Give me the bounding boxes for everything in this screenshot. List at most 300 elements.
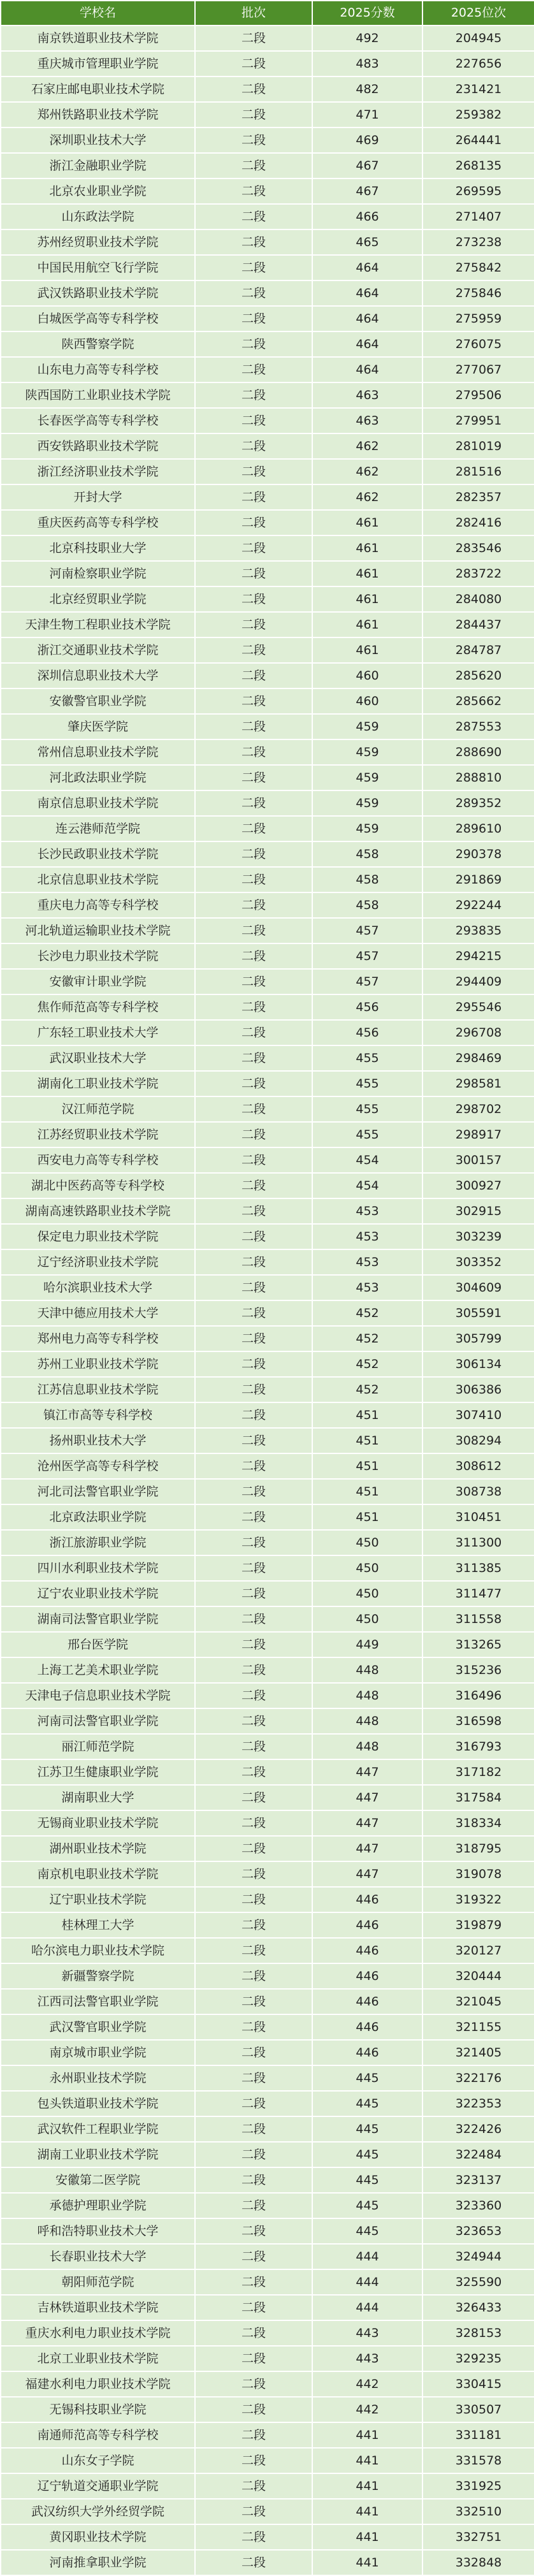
- school-name-cell: 重庆电力高等专科学校: [1, 892, 195, 918]
- table-row: [1, 1785, 534, 1810]
- table-row: [1, 1530, 534, 1555]
- school-name-cell: 苏州经贸职业技术学院: [1, 229, 195, 255]
- score-cell: 448: [312, 1734, 422, 1759]
- score-cell: 464: [312, 255, 422, 280]
- batch-cell: 二段: [195, 255, 312, 280]
- score-cell: 444: [312, 2295, 422, 2320]
- score-cell: 467: [312, 178, 422, 204]
- rank-cell: 275846: [422, 280, 534, 306]
- score-cell: 459: [312, 790, 422, 816]
- school-name-cell: 郑州电力高等专科学校: [1, 1326, 195, 1351]
- rank-cell: 264441: [422, 127, 534, 153]
- rank-cell: 283546: [422, 535, 534, 561]
- batch-cell: 二段: [195, 1734, 312, 1759]
- rank-cell: 317584: [422, 1785, 534, 1810]
- score-cell: 451: [312, 1479, 422, 1504]
- school-name-cell: 朝阳师范学院: [1, 2269, 195, 2295]
- table-row: [1, 561, 534, 586]
- batch-cell: 二段: [195, 1606, 312, 1632]
- score-cell: 442: [312, 2397, 422, 2422]
- school-name-cell: 扬州职业技术大学: [1, 1428, 195, 1453]
- table-row: [1, 204, 534, 229]
- batch-cell: 二段: [195, 1198, 312, 1224]
- score-cell: 457: [312, 918, 422, 943]
- score-cell: 453: [312, 1224, 422, 1249]
- school-name-cell: 石家庄邮电职业技术学院: [1, 76, 195, 102]
- batch-cell: 二段: [195, 765, 312, 790]
- rank-cell: 300927: [422, 1173, 534, 1198]
- table-row: [1, 510, 534, 535]
- batch-cell: 二段: [195, 1555, 312, 1581]
- school-name-cell: 安徽第二医学院: [1, 2167, 195, 2193]
- batch-cell: 二段: [195, 1479, 312, 1504]
- school-name-cell: 南京城市职业学院: [1, 2040, 195, 2065]
- rank-cell: 332510: [422, 2499, 534, 2524]
- table-row: [1, 1963, 534, 1989]
- table-row: [1, 714, 534, 739]
- rank-cell: 323360: [422, 2193, 534, 2218]
- batch-cell: 二段: [195, 510, 312, 535]
- batch-cell: 二段: [195, 1096, 312, 1122]
- school-name-cell: 开封大学: [1, 484, 195, 510]
- school-name-cell: 广东轻工职业技术大学: [1, 1020, 195, 1045]
- school-name-cell: 河南司法警官职业学院: [1, 1708, 195, 1734]
- score-cell: 455: [312, 1071, 422, 1096]
- rank-cell: 322484: [422, 2142, 534, 2167]
- rank-cell: 268135: [422, 153, 534, 178]
- school-name-cell: 肇庆医学院: [1, 714, 195, 739]
- school-name-cell: 天津中德应用技术大学: [1, 1300, 195, 1326]
- table-row: [1, 1989, 534, 2014]
- score-cell: 444: [312, 2269, 422, 2295]
- table-row: [1, 2320, 534, 2346]
- score-cell: 446: [312, 1989, 422, 2014]
- score-cell: 445: [312, 2116, 422, 2142]
- score-cell: 466: [312, 204, 422, 229]
- rank-cell: 306134: [422, 1351, 534, 1377]
- table-row: [1, 1938, 534, 1963]
- school-name-cell: 河北政法职业学院: [1, 765, 195, 790]
- score-cell: 458: [312, 867, 422, 892]
- table-row: [1, 1275, 534, 1300]
- rank-cell: 321405: [422, 2040, 534, 2065]
- rank-cell: 275842: [422, 255, 534, 280]
- rank-cell: 287553: [422, 714, 534, 739]
- school-name-cell: 黄冈职业技术学院: [1, 2524, 195, 2550]
- batch-cell: 二段: [195, 2295, 312, 2320]
- rank-cell: 323137: [422, 2167, 534, 2193]
- score-cell: 463: [312, 408, 422, 433]
- school-name-cell: 哈尔滨电力职业技术学院: [1, 1938, 195, 1963]
- school-name-cell: 四川水利职业技术学院: [1, 1555, 195, 1581]
- batch-cell: 二段: [195, 1938, 312, 1963]
- score-cell: 461: [312, 510, 422, 535]
- score-cell: 445: [312, 2142, 422, 2167]
- rank-cell: 269595: [422, 178, 534, 204]
- rank-cell: 300157: [422, 1147, 534, 1173]
- rank-cell: 273238: [422, 229, 534, 255]
- score-cell: 448: [312, 1708, 422, 1734]
- score-cell: 450: [312, 1530, 422, 1555]
- school-name-cell: 江西司法警官职业学院: [1, 1989, 195, 2014]
- table-row: [1, 178, 534, 204]
- table-row: [1, 2550, 534, 2575]
- rank-cell: 305591: [422, 1300, 534, 1326]
- batch-cell: 二段: [195, 1020, 312, 1045]
- school-name-cell: 新疆警察学院: [1, 1963, 195, 1989]
- batch-cell: 二段: [195, 1122, 312, 1147]
- batch-cell: 二段: [195, 484, 312, 510]
- rank-cell: 315236: [422, 1657, 534, 1683]
- table-row: [1, 1632, 534, 1657]
- rank-cell: 324944: [422, 2244, 534, 2269]
- table-row: [1, 943, 534, 969]
- school-name-cell: 重庆水利电力职业技术学院: [1, 2320, 195, 2346]
- rank-cell: 332751: [422, 2524, 534, 2550]
- batch-cell: 二段: [195, 2218, 312, 2244]
- batch-cell: 二段: [195, 1810, 312, 1836]
- table-row: [1, 1861, 534, 1887]
- batch-cell: 二段: [195, 1963, 312, 1989]
- table-row: [1, 918, 534, 943]
- rank-cell: 331181: [422, 2422, 534, 2448]
- rank-cell: 311385: [422, 1555, 534, 1581]
- table-row: [1, 892, 534, 918]
- batch-cell: 二段: [195, 382, 312, 408]
- school-name-cell: 哈尔滨职业技术大学: [1, 1275, 195, 1300]
- score-cell: 462: [312, 484, 422, 510]
- table-row: [1, 1453, 534, 1479]
- table-row: [1, 51, 534, 76]
- school-name-cell: 天津生物工程职业技术学院: [1, 612, 195, 637]
- table-row: [1, 2218, 534, 2244]
- table-row: [1, 739, 534, 765]
- score-cell: 455: [312, 1122, 422, 1147]
- score-cell: 445: [312, 2065, 422, 2091]
- batch-cell: 二段: [195, 76, 312, 102]
- header-score: 2025分数: [312, 1, 422, 25]
- school-name-cell: 南通师范高等专科学校: [1, 2422, 195, 2448]
- rank-cell: 295546: [422, 994, 534, 1020]
- table-row: [1, 1249, 534, 1275]
- school-name-cell: 浙江经济职业技术学院: [1, 459, 195, 484]
- rank-cell: 271407: [422, 204, 534, 229]
- school-name-cell: 苏州工业职业技术学院: [1, 1351, 195, 1377]
- score-cell: 464: [312, 331, 422, 357]
- school-name-cell: 安徽审计职业学院: [1, 969, 195, 994]
- score-cell: 443: [312, 2320, 422, 2346]
- school-name-cell: 河南检察职业学院: [1, 561, 195, 586]
- batch-cell: 二段: [195, 127, 312, 153]
- score-cell: 442: [312, 2371, 422, 2397]
- rank-cell: 288810: [422, 765, 534, 790]
- rank-cell: 321045: [422, 1989, 534, 2014]
- table-row: [1, 127, 534, 153]
- batch-cell: 二段: [195, 1402, 312, 1428]
- score-cell: 441: [312, 2473, 422, 2499]
- batch-cell: 二段: [195, 2499, 312, 2524]
- table-row: [1, 535, 534, 561]
- rank-cell: 275959: [422, 306, 534, 331]
- score-cell: 455: [312, 1045, 422, 1071]
- rank-cell: 329235: [422, 2346, 534, 2371]
- table-row: [1, 1300, 534, 1326]
- score-cell: 460: [312, 663, 422, 688]
- header-row: [1, 1, 534, 25]
- table-row: [1, 1810, 534, 1836]
- school-name-cell: 承德护理职业学院: [1, 2193, 195, 2218]
- table-row: [1, 1096, 534, 1122]
- school-name-cell: 保定电力职业技术学院: [1, 1224, 195, 1249]
- rank-cell: 279506: [422, 382, 534, 408]
- table-row: [1, 408, 534, 433]
- score-cell: 453: [312, 1249, 422, 1275]
- header-batch: 批次: [195, 1, 312, 25]
- rank-cell: 330415: [422, 2371, 534, 2397]
- batch-cell: 二段: [195, 2422, 312, 2448]
- table-row: [1, 1377, 534, 1402]
- batch-cell: 二段: [195, 1887, 312, 1912]
- batch-cell: 二段: [195, 816, 312, 841]
- table-row: [1, 102, 534, 127]
- batch-cell: 二段: [195, 178, 312, 204]
- rank-cell: 298581: [422, 1071, 534, 1096]
- score-cell: 449: [312, 1632, 422, 1657]
- school-name-cell: 江苏经贸职业技术学院: [1, 1122, 195, 1147]
- table-row: [1, 1912, 534, 1938]
- batch-cell: 二段: [195, 433, 312, 459]
- table-row: [1, 1887, 534, 1912]
- batch-cell: 二段: [195, 2167, 312, 2193]
- school-name-cell: 北京农业职业学院: [1, 178, 195, 204]
- score-cell: 483: [312, 51, 422, 76]
- rank-cell: 310451: [422, 1504, 534, 1530]
- table-row: [1, 1555, 534, 1581]
- table-row: [1, 688, 534, 714]
- school-name-cell: 汉江师范学院: [1, 1096, 195, 1122]
- header-rank: 2025位次: [422, 1, 534, 25]
- score-cell: 450: [312, 1581, 422, 1606]
- score-cell: 441: [312, 2524, 422, 2550]
- rank-cell: 304609: [422, 1275, 534, 1300]
- school-name-cell: 南京铁道职业技术学院: [1, 25, 195, 51]
- batch-cell: 二段: [195, 943, 312, 969]
- school-name-cell: 深圳职业技术大学: [1, 127, 195, 153]
- school-name-cell: 天津电子信息职业技术学院: [1, 1683, 195, 1708]
- batch-cell: 二段: [195, 1453, 312, 1479]
- batch-cell: 二段: [195, 357, 312, 382]
- table-row: [1, 1759, 534, 1785]
- table-row: [1, 1122, 534, 1147]
- rank-cell: 307410: [422, 1402, 534, 1428]
- school-name-cell: 长春医学高等专科学校: [1, 408, 195, 433]
- batch-cell: 二段: [195, 1377, 312, 1402]
- batch-cell: 二段: [195, 2550, 312, 2575]
- school-name-cell: 陕西国防工业职业技术学院: [1, 382, 195, 408]
- table-row: [1, 2193, 534, 2218]
- batch-cell: 二段: [195, 2269, 312, 2295]
- batch-cell: 二段: [195, 790, 312, 816]
- table-row: [1, 637, 534, 663]
- batch-cell: 二段: [195, 459, 312, 484]
- batch-cell: 二段: [195, 586, 312, 612]
- rank-cell: 227656: [422, 51, 534, 76]
- school-name-cell: 西安电力高等专科学校: [1, 1147, 195, 1173]
- batch-cell: 二段: [195, 2448, 312, 2473]
- school-name-cell: 辽宁经济职业技术学院: [1, 1249, 195, 1275]
- school-name-cell: 湖南司法警官职业学院: [1, 1606, 195, 1632]
- batch-cell: 二段: [195, 2014, 312, 2040]
- batch-cell: 二段: [195, 1249, 312, 1275]
- school-name-cell: 河北轨道运输职业技术学院: [1, 918, 195, 943]
- school-name-cell: 邢台医学院: [1, 1632, 195, 1657]
- score-cell: 467: [312, 153, 422, 178]
- table-row: [1, 2346, 534, 2371]
- score-cell: 447: [312, 1861, 422, 1887]
- batch-cell: 二段: [195, 1045, 312, 1071]
- rank-cell: 319879: [422, 1912, 534, 1938]
- table-row: [1, 1734, 534, 1759]
- school-name-cell: 重庆医药高等专科学校: [1, 510, 195, 535]
- school-name-cell: 焦作师范高等专科学校: [1, 994, 195, 1020]
- rank-cell: 294409: [422, 969, 534, 994]
- table-row: [1, 2167, 534, 2193]
- batch-cell: 二段: [195, 1300, 312, 1326]
- school-name-cell: 江苏卫生健康职业学院: [1, 1759, 195, 1785]
- table-row: [1, 2244, 534, 2269]
- batch-cell: 二段: [195, 535, 312, 561]
- score-cell: 461: [312, 535, 422, 561]
- rank-cell: 284080: [422, 586, 534, 612]
- table-row: [1, 1479, 534, 1504]
- batch-cell: 二段: [195, 1632, 312, 1657]
- batch-cell: 二段: [195, 229, 312, 255]
- rank-cell: 328153: [422, 2320, 534, 2346]
- score-cell: 453: [312, 1275, 422, 1300]
- score-cell: 447: [312, 1836, 422, 1861]
- table-row: [1, 1045, 534, 1071]
- score-cell: 465: [312, 229, 422, 255]
- school-name-cell: 沧州医学高等专科学校: [1, 1453, 195, 1479]
- table-row: [1, 382, 534, 408]
- batch-cell: 二段: [195, 102, 312, 127]
- school-name-cell: 中国民用航空飞行学院: [1, 255, 195, 280]
- score-cell: 461: [312, 586, 422, 612]
- score-cell: 452: [312, 1377, 422, 1402]
- rank-cell: 296708: [422, 1020, 534, 1045]
- rank-cell: 276075: [422, 331, 534, 357]
- score-cell: 458: [312, 841, 422, 867]
- score-cell: 450: [312, 1606, 422, 1632]
- school-name-cell: 江苏信息职业技术学院: [1, 1377, 195, 1402]
- school-name-cell: 武汉铁路职业技术学院: [1, 280, 195, 306]
- school-name-cell: 湖南工业职业技术学院: [1, 2142, 195, 2167]
- rank-cell: 318795: [422, 1836, 534, 1861]
- score-cell: 447: [312, 1785, 422, 1810]
- table-row: [1, 1402, 534, 1428]
- table-row: [1, 2448, 534, 2473]
- rank-cell: 298469: [422, 1045, 534, 1071]
- batch-cell: 二段: [195, 714, 312, 739]
- school-name-cell: 桂林理工大学: [1, 1912, 195, 1938]
- school-name-cell: 无锡科技职业学院: [1, 2397, 195, 2422]
- score-cell: 441: [312, 2422, 422, 2448]
- table-row: [1, 1708, 534, 1734]
- school-name-cell: 山东电力高等专科学校: [1, 357, 195, 382]
- rank-cell: 231421: [422, 76, 534, 102]
- rank-cell: 303239: [422, 1224, 534, 1249]
- school-name-cell: 浙江金融职业学院: [1, 153, 195, 178]
- school-name-cell: 上海工艺美术职业学院: [1, 1657, 195, 1683]
- rank-cell: 302915: [422, 1198, 534, 1224]
- school-name-cell: 南京信息职业技术学院: [1, 790, 195, 816]
- batch-cell: 二段: [195, 1785, 312, 1810]
- batch-cell: 二段: [195, 841, 312, 867]
- batch-cell: 二段: [195, 2091, 312, 2116]
- score-cell: 445: [312, 2218, 422, 2244]
- rank-cell: 259382: [422, 102, 534, 127]
- school-name-cell: 重庆城市管理职业学院: [1, 51, 195, 76]
- rank-cell: 311558: [422, 1606, 534, 1632]
- score-cell: 454: [312, 1147, 422, 1173]
- score-cell: 444: [312, 2244, 422, 2269]
- school-name-cell: 长沙民政职业技术学院: [1, 841, 195, 867]
- rank-cell: 320127: [422, 1938, 534, 1963]
- table-row: [1, 459, 534, 484]
- batch-cell: 二段: [195, 2065, 312, 2091]
- score-cell: 451: [312, 1453, 422, 1479]
- school-name-cell: 山东女子学院: [1, 2448, 195, 2473]
- score-cell: 451: [312, 1504, 422, 1530]
- school-name-cell: 武汉职业技术大学: [1, 1045, 195, 1071]
- batch-cell: 二段: [195, 994, 312, 1020]
- rank-cell: 326433: [422, 2295, 534, 2320]
- table-row: [1, 1071, 534, 1096]
- batch-cell: 二段: [195, 2320, 312, 2346]
- score-cell: 451: [312, 1428, 422, 1453]
- score-cell: 462: [312, 433, 422, 459]
- table-row: [1, 841, 534, 867]
- table-row: [1, 2422, 534, 2448]
- school-name-cell: 陕西警察学院: [1, 331, 195, 357]
- rank-cell: 282416: [422, 510, 534, 535]
- batch-cell: 二段: [195, 1428, 312, 1453]
- batch-cell: 二段: [195, 561, 312, 586]
- score-cell: 451: [312, 1402, 422, 1428]
- table-row: [1, 255, 534, 280]
- rank-cell: 281019: [422, 433, 534, 459]
- table-row: [1, 331, 534, 357]
- rank-cell: 298917: [422, 1122, 534, 1147]
- table-row: [1, 2065, 534, 2091]
- batch-cell: 二段: [195, 1071, 312, 1096]
- rank-cell: 288690: [422, 739, 534, 765]
- score-cell: 446: [312, 2014, 422, 2040]
- table-row: [1, 1224, 534, 1249]
- table-row: [1, 790, 534, 816]
- batch-cell: 二段: [195, 153, 312, 178]
- school-name-cell: 连云港师范学院: [1, 816, 195, 841]
- table-row: [1, 765, 534, 790]
- school-name-cell: 无锡商业职业技术学院: [1, 1810, 195, 1836]
- school-name-cell: 白城医学高等专科学校: [1, 306, 195, 331]
- score-cell: 447: [312, 1759, 422, 1785]
- rank-cell: 290378: [422, 841, 534, 867]
- table-row: [1, 2524, 534, 2550]
- batch-cell: 二段: [195, 306, 312, 331]
- rank-cell: 331925: [422, 2473, 534, 2499]
- score-cell: 452: [312, 1300, 422, 1326]
